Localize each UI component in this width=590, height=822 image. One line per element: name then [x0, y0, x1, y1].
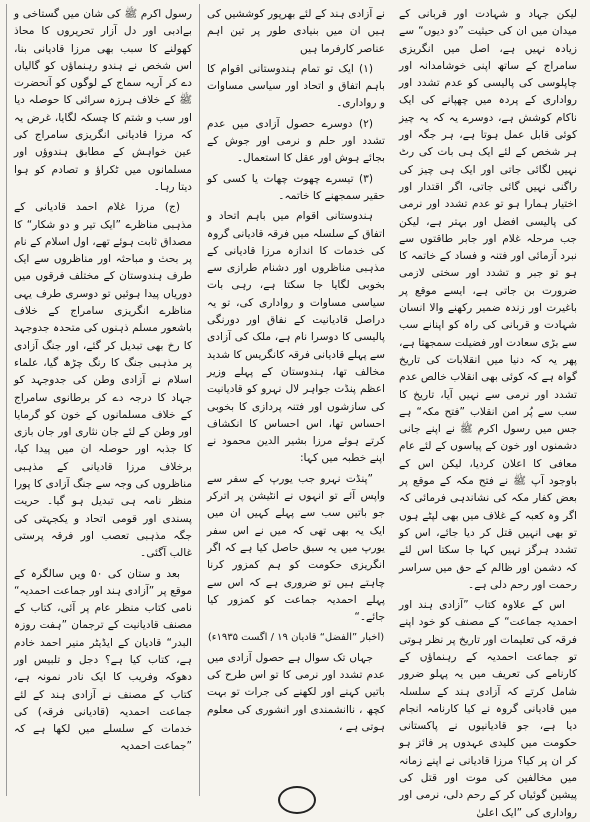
paragraph: بعد و ستان کی ۵۰ ویں سالگرہ کے موقع پر ”آزادی ہند اور جماعت احمدیہ“ نامی کتاب منظر عام پر آئی، کتاب کے مصنف قادیانیت کے ترجمان ”ہفت روزہ البدر“ قادیان کے ایڈیٹر منیر احمد خادم ہے، کتاب کیا ہے؟ دجل و تلبیس اور دھوکہ وفریب کا ایک نادر نمونہ ہے، کتاب کے مصنف نے آزادی ہند کے لئے جماعت احمدیہ (قادیانی فرقہ) کی خدمات کے سلسلے میں لکھا ہے کہ ”جماعت احمدیہ [14, 567, 192, 753]
paragraph: لیکن جہاد و شہادت اور قربانی کے میدان میں ان کی حیثیت ”دو دیوں“ سے زیادہ نہیں ہے، اصل میں انگریزی سامراج کے ساتھ اپنی خوشامدانہ اور چاپلوسی کی پالیسی کو عدم تشدد اور رواداری کے پردہ میں چھپانے کی ایک ناکام کوشش ہے، دوسرے یہ کہ یہ چیز کوئی قابل عمل ہوتا ہے، ہر جگہ اور ہر شخص کے لئے ایک ہی بات کی رٹ نہیں لگائی جاتی اور ایک ہی چیز کی راگنی نہیں گائی جاتی، اگر اقتدار اور اختیار ہمارا ہو تو عدم تشدد اور نرمی کی پالیسی افضل اور بہتر ہے، لیکن جب مرحلہ غلام اور جابر طاقتوں سے نبرد آزمائی اور فتنہ و فساد کے خاتمہ کا ہو تو جبر و تشدد اور سختی لازمی ضرورت بن جاتی ہے، ایسے موقع پر باغیرت اور زندہ ضمیر رکھنے والا انسان شہادت و قربانی کی راہ کو اپنانے سب سے بڑی سعادت اور فضیلت سمجھتا ہے، پھر یہ کہ دنیا میں انقلابات کی تاریخ گواہ ہے کہ کوئی بھی انقلاب خالص عدم تشدد اور نرمی سے نہیں آیا، تاریخ کا سب سے پُر امن انقلاب ”فتح مکہ“ ہے جس میں رسول اکرم ﷺ نے اپنے جانی دشمنوں اور خون کے پیاسوں کے لئے عام معافی کا اعلان کردیا، لیکن اس کے باوجود آپ ﷺ نے فتح مکہ کے موقع پر بعض کفار مکہ کی نشاندہی فرمائی کہ اگر وہ کعبہ کے غلاف میں بھی لپٹے ہوں تو بھی انہیں قتل کر دیا جائے، اس کو تشدد ہرگز نہیں کہا جا سکتا اس لئے کہ دشمن اور ظالم کے حق میں سراسر رحمت اور رحم دلی ہے۔ [399, 8, 577, 591]
paragraph: اس کے علاوہ کتاب ”آزادی ہند اور احمدیہ جماعت“ کے مصنف کو خود اپنے فرقہ کی تعلیمات اور تاریخ پر نظر ہوتی تو جماعت احمدیہ کے رہنماؤں کے کارنامے کی تعریف میں یہ پہلو ضرور شامل کرتے کہ آزادی ہند کے سلسلہ میں قادیانی گروہ نے کیا کارنامہ انجام دیا ہے، جو قادیانیوں نے پاکستانی حکومت میں کلیدی عہدوں پر فائز ہو کر ان پر کیا؟ مرزا قادیانی نے اپنے زمانہ میں مخالفین کی موت اور قتل کی پیشین گوئیاں کر کے رحم دلی، نرمی اور رواداری کی ”ایک اعلیٰ [399, 599, 577, 819]
quotation: ”پنڈت نہرو جب یورپ کے سفر سے واپس آئے تو انہوں نے انٹیشن پر اترکر جو باتیں سب سے پہلے کہیں ان میں ایک یہ بھی تھی کہ میں نے اس سفر یورپ میں یہ سبق حاصل کیا ہے کہ اگر انگریزی حکومت کو ہم کمزور کرنا چاہتے ہیں تو ضروری ہے کہ اس سے پہلے احمدیہ جماعت کو کمزور کیا جائے۔“ [207, 472, 385, 624]
paragraph: ہندوستانی اقوام میں باہم اتحاد و اتفاق کے سلسلہ میں فرقہ قادیانی گروہ کی خدمات کا اندازہ مرزا قادیانی کے مذہبی مناظروں اور دشنام طرازی سے بخوبی لگایا جا سکتا ہے، رہی بات سیاسی مساوات و رواداری کی، تو یہ دراصل قادیانیت کے نفاق اور دورنگی پالیسی کا دوسرا نام ہے، ملک کی آزادی سے پہلے قادیانی فرقہ کانگریس کا شدید مخالف تھا، ہندوستان کے پہلے وزیر اعظم پنڈت جواہر لال نہرو کو قادیانیت کی سازشوں اور فتنہ پردازی کا بخوبی احساس تھا، اس احساس کا انکشاف کرتے ہوئے مرزا بشیر الدین محمود نے اپنے خطبہ میں کہا: [207, 210, 385, 465]
page-number-circle [278, 786, 316, 814]
paragraph: (ج) مرزا غلام احمد قادیانی کے مذہبی مناظرے ”ایک تیر و دو شکار“ کا مصداق ثابت ہوئے تھے، اول اسلام کے نام پر بحث و مباحثہ اور مناظروں سے ایک طرف ہندوستان کے مختلف فرقوں میں دوریاں پیدا ہوئیں تو دوسری طرف یہی مناظرے انگریزی سامراج کے خلاف باشعور مسلم ذہنوں کی متحدہ جدوجہد کا رخ بھی تبدیل کر گئے، اور جنگ آزادی پر مذہبی جنگ کا رنگ چڑھ گیا، علماء اسلام نے آزادی وطن کی جدوجہد کو جہاد کا درجہ دے کر برطانوی سامراج کے خلاف مسلمانوں کے خون کو گرمایا اور وطن کے لئے جان نثاری اور جان بازی کا جذبہ اور حوصلہ ان میں پیدا کیا، برخلاف مرزا قادیانی کے مذہبی مناظروں کی وجہ سے جنگ آزادی کا پورا منظر نامہ ہی تبدیل ہو گیا۔ حریت پسندی اور قومی اتحاد و یکجہتی کی جگہ مذہبی تعصب اور فرقہ پرستی غالب آگئی۔ [14, 201, 192, 560]
column-middle [199, 4, 392, 796]
column-left [392, 4, 584, 819]
newspaper-page [6, 4, 584, 819]
numbered-point: (۱) ایک تو تمام ہندوستانی اقوام کا باہم اتفاق و اتحاد اور سیاسی مساوات و رواداری۔ [207, 62, 385, 110]
paragraph: رسول اکرم ﷺ کی شان میں گستاخی و بےادبی اور دل آزار تحریروں کا محاذ کھولنے کا سبب بھی مرزا قادیانی بنا، اس شخص نے ہندو رہنماؤں کو گالیاں دے کر آریہ سماج کے لوگوں کو آنحضرت ﷺ کے خلاف ہرزہ سرائی کا حوصلہ دیا اور سب و شتم کا چسکہ لگایا، غرض یہ کہ مرزا قادیانی انگریزی سامراج کی عین خواہش کے مطابق ہندوؤں اور مسلمانوں میں ٹکراؤ و تصادم کو ہوا دیتا رہا۔ [14, 8, 192, 193]
paragraph: جہاں تک سوال ہے حصول آزادی میں عدم تشدد اور نرمی کا تو اس طرح کی باتیں کہنے اور لکھنے کی جرات تو بہت کچھ ، ناانشمندی اور انشوری کی معلوم ہوتی ہے ، [207, 651, 385, 733]
column-right [6, 4, 199, 796]
numbered-point: (۲) دوسرے حصول آزادی میں عدم تشدد اور حلم و نرمی اور جوش کے بجائے ہوش اور عقل کا استعمال۔ [207, 117, 385, 165]
paragraph: نے آزادی ہند کے لئے بھرپور کوششیں کی ہیں ان میں بنیادی طور پر تین اہم عناصر کارفرما ہیں [207, 8, 385, 55]
numbered-point: (۳) تیسرے چھوت چھات یا کسی کو حقیر سمجھنے کا خاتمہ۔ [207, 172, 385, 202]
quotation-source: (اخبار ”الفضل“ قادیان ۱۹ / اگست ۱۹۳۵ء) [207, 632, 385, 644]
